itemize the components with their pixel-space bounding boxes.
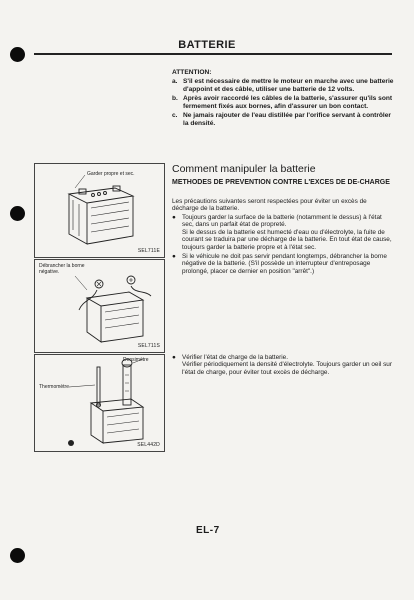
attention-item [172,95,394,111]
attention-block [172,69,394,129]
attention-item-text: Ne jamais rajouter de l'eau distillée par l'orifice servant à contrôler la densité. [183,112,391,127]
figure-label-hydrometer: Densimètre [123,357,149,363]
bullet-item [172,253,394,275]
bullet-paragraph: Vérifier périodiquement la densité d'électrolyte. Toujours garder un oeil sur l'état de charge, pour éviter tout excès de décharge. [182,361,392,376]
figure-label: Débrancher la borne négative. [39,263,85,275]
bullet-item [172,354,394,376]
figure-label: Garder propre et sec. [87,171,135,177]
section-intro: Les précautions suivantes seront respectées pour éviter un excès de décharge de la batterie. [172,198,367,213]
section-title: Comment manipuler la batterie [172,163,316,175]
bullet-paragraph: Vérifier l'état de charge de la batterie. [182,354,289,361]
figure-code: SEL711S [137,343,160,349]
page-header-title: BATTERIE [178,39,236,51]
bullet-list [172,214,394,277]
figure-code: SEL711E [137,248,160,254]
attention-item-letter: c. [172,112,178,119]
figure-code: SEL442D [137,442,160,448]
bullet-item [172,214,394,251]
hydrometer-illustration [35,355,164,451]
bullet-paragraph: Si le véhicule ne doit pas servir pendant longtemps, débrancher la borne négative de la batterie. (S'il possède un interrupteur d'entreposage prolongé, placer ce dernier en position "arrêt".) [182,253,387,275]
attention-item-text: S'il est nécessaire de mettre le moteur en marche avec une batterie d'appoint et des câble, utiliser une batterie de 12 volts. [183,78,394,93]
bullet-list-2 [172,354,394,378]
attention-item [172,112,394,128]
figure-hydrometer [34,354,165,452]
binder-hole-bottom [10,548,25,563]
figure-label-thermometer: Thermomètre [39,384,70,390]
attention-item-letter: b. [172,95,178,102]
figure-battery-keep-clean [34,163,165,258]
bullet-icon: ● [172,354,176,361]
attention-title: ATTENTION: [172,69,212,76]
attention-item [172,78,394,94]
binder-hole-middle [10,206,25,221]
page-number: EL-7 [196,525,220,536]
bullet-paragraph: Si le dessus de la batterie est humecté d'eau ou d'électrolyte, la fuite de courant se traduira par une décharge de la batterie. En tout état de cause, toujours garder la batterie propre et à l'état sec. [182,228,392,251]
bullet-icon: ● [172,253,176,261]
bullet-paragraph: Toujours garder la surface de la batterie (notamment le dessus) à l'état sec, dans un parfait état de propreté. [182,214,382,229]
attention-item-letter: a. [172,78,178,85]
figure-disconnect-negative [34,259,165,353]
header-rule [34,53,392,55]
battery-illustration [35,164,164,257]
attention-item-text: Après avoir raccordé les câbles de la batterie, s'assurer qu'ils sont fermement fixés aux bornes, afin d'assurer un bon contact. [183,95,393,110]
bullet-icon: ● [172,214,176,221]
section-subtitle: METHODES DE PREVENTION CONTRE L'EXCES DE DE-CHARGE [172,179,390,186]
